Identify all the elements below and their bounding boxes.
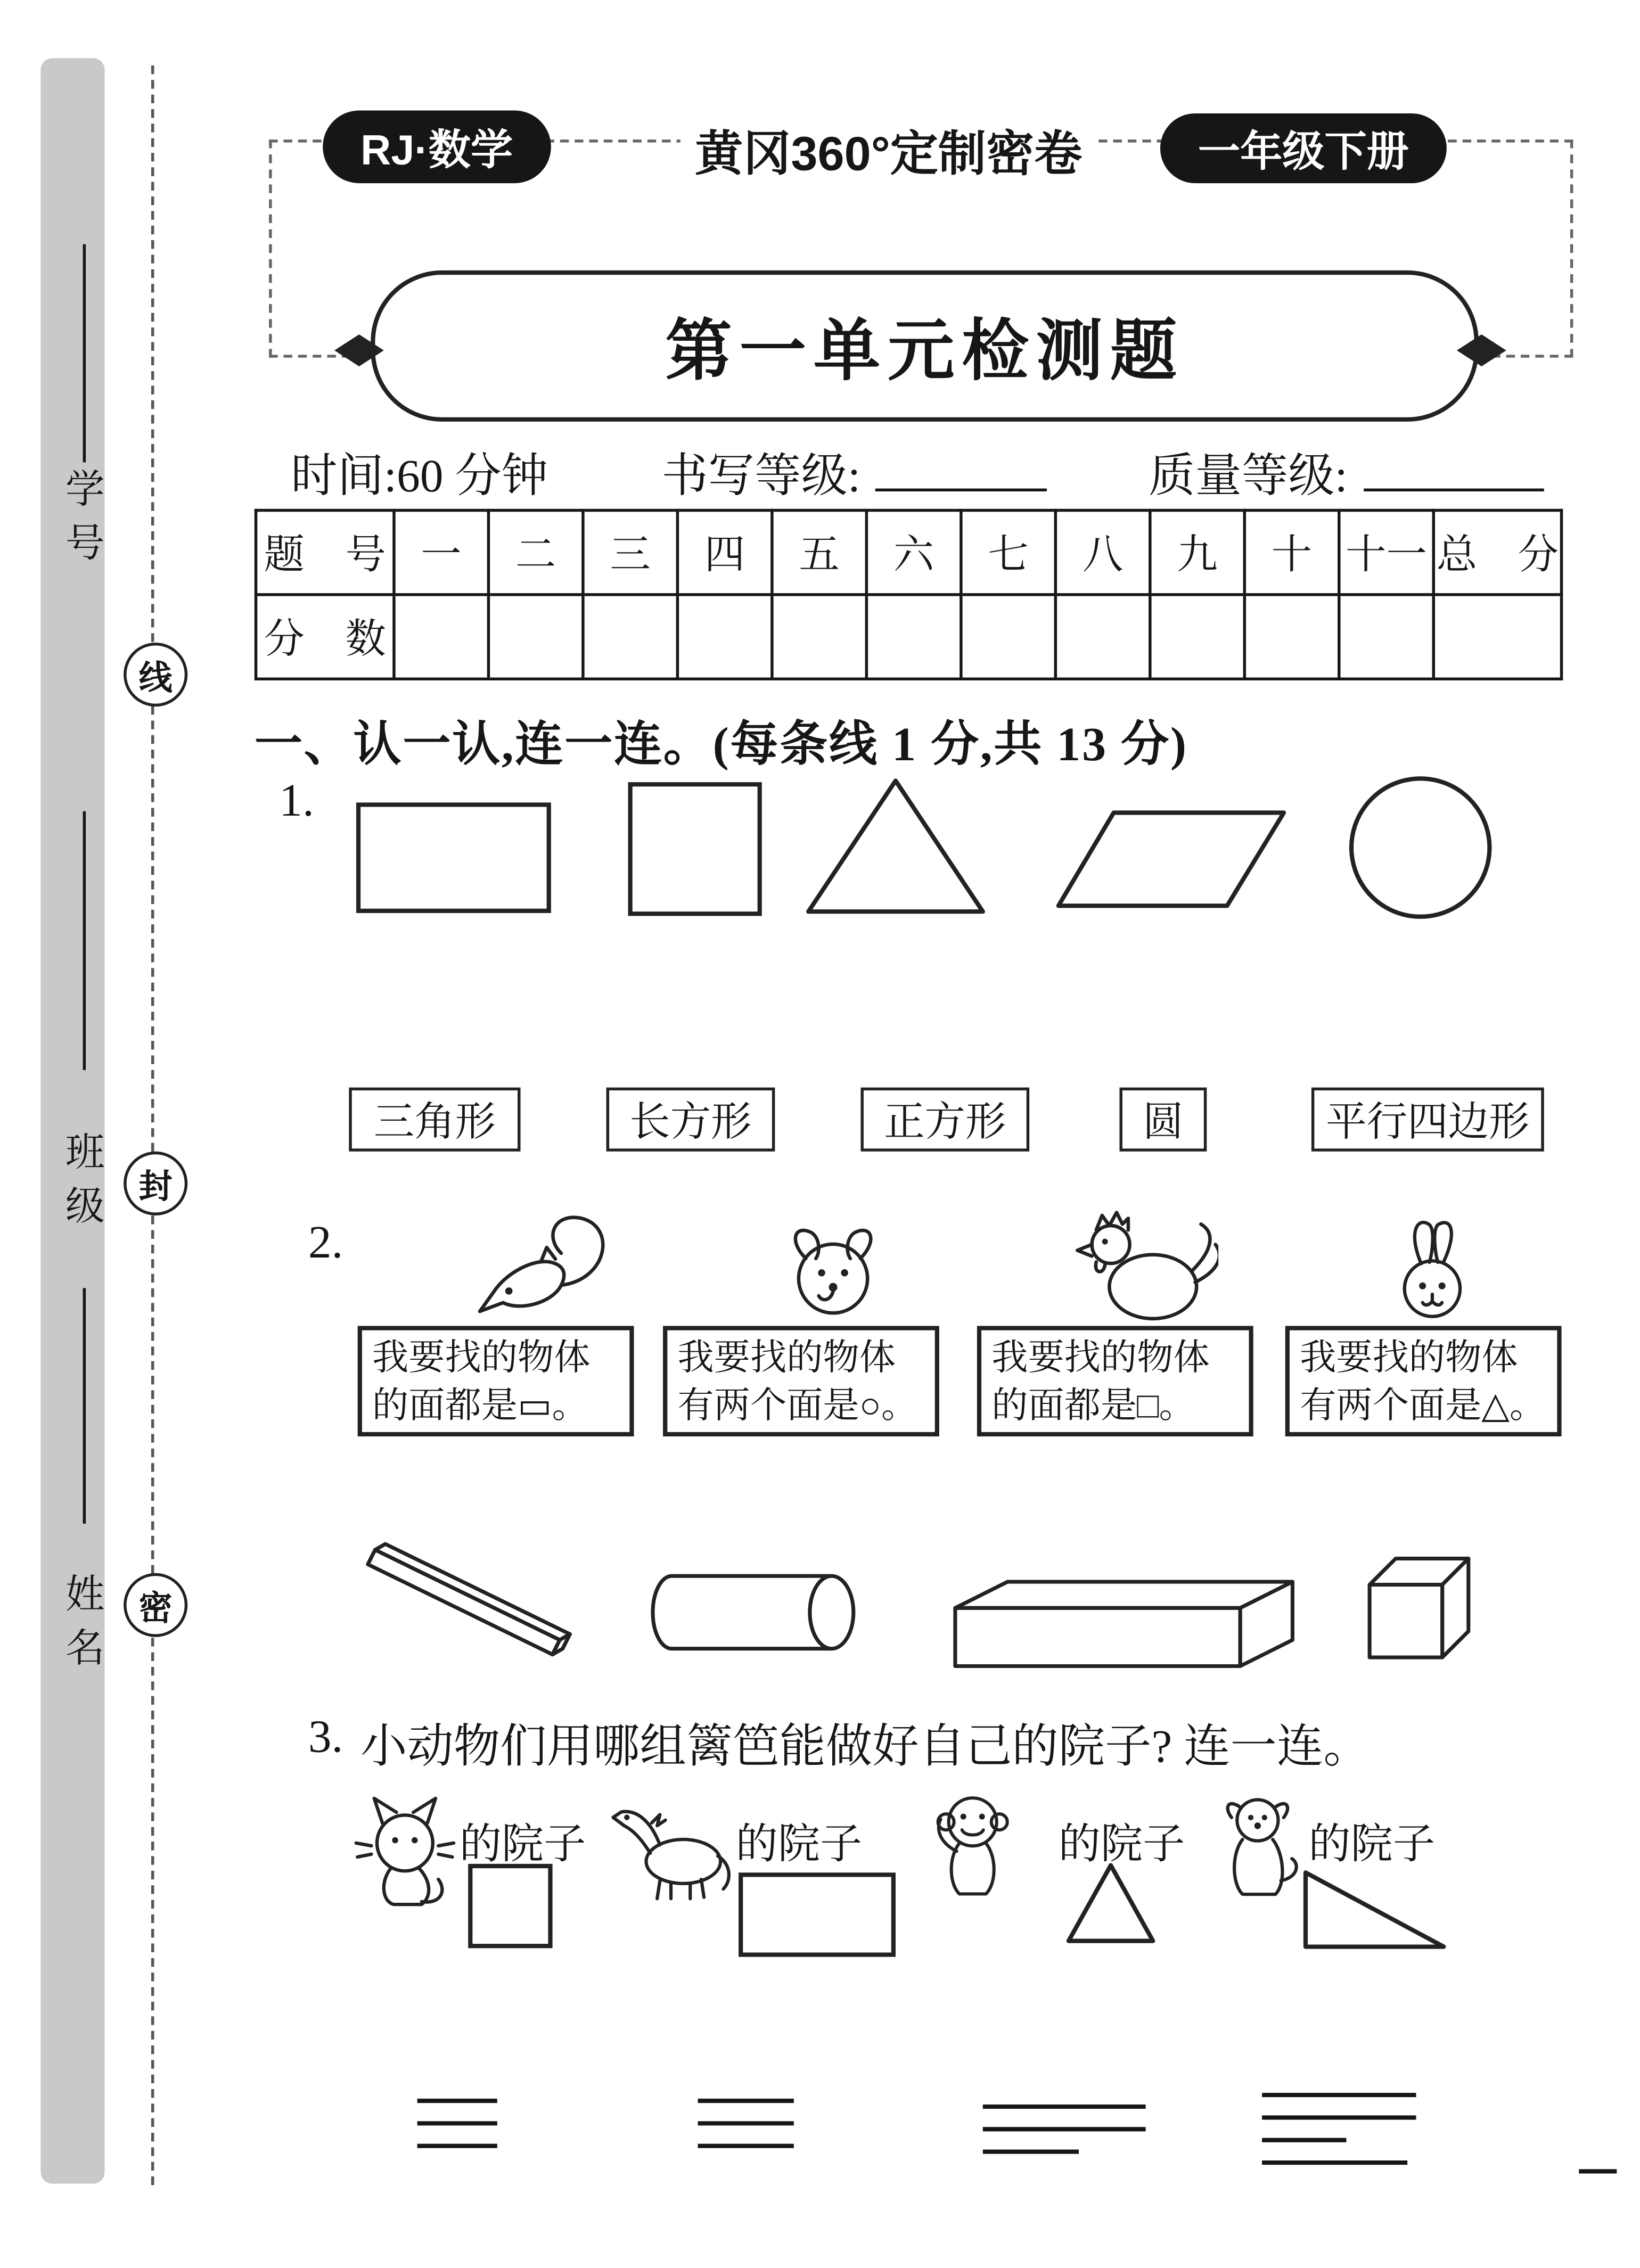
q3-number: 3.	[308, 1710, 343, 1762]
cat-yard-label: 的院子	[459, 1821, 586, 1869]
name-label: 姓名	[59, 1573, 103, 1681]
writing-grade-blank[interactable]	[875, 489, 1047, 491]
writing-grade-label: 书写等级:	[661, 449, 861, 502]
score-row-header: 分 数	[256, 595, 394, 679]
score-value-cell[interactable]	[488, 595, 583, 679]
score-value-cell[interactable]	[866, 595, 961, 679]
score-value-cell[interactable]	[394, 595, 488, 679]
cylinder-shape	[639, 1570, 872, 1654]
square-shape	[628, 782, 762, 916]
monkey-yard-label: 的院子	[1058, 1821, 1185, 1869]
seal-char-secret: 密	[124, 1573, 187, 1637]
right-triangle-shape	[1300, 1870, 1448, 1951]
monkey-icon	[925, 1779, 1021, 1901]
brand-title: 黄冈360°定制密卷	[680, 116, 1097, 184]
score-value-cell[interactable]	[1433, 595, 1561, 679]
fence-group-1	[414, 2097, 589, 2178]
speech-bubble-squirrel	[358, 1326, 634, 1436]
small-square-shape	[468, 1864, 552, 1948]
score-value-cell[interactable]	[677, 595, 772, 679]
score-value-cell[interactable]	[961, 595, 1055, 679]
score-col-header: 一	[394, 511, 488, 595]
label-triangle: 三角形	[349, 1088, 520, 1152]
puppy-icon	[768, 1218, 899, 1326]
cat-icon	[352, 1788, 457, 1910]
section1-heading: 一、认一认,连一连。(每条线 1 分,共 13 分)	[254, 719, 1188, 773]
horse-icon	[605, 1788, 736, 1902]
score-col-header: 四	[677, 511, 772, 595]
score-col-header: 十一	[1339, 511, 1433, 595]
fence-group-4	[1259, 2091, 1434, 2178]
score-col-header: 六	[866, 511, 961, 595]
seal-char-seal: 封	[124, 1152, 187, 1215]
name-fill-line[interactable]	[83, 1288, 86, 1523]
score-value-cell[interactable]	[1150, 595, 1244, 679]
fence-group-2	[695, 2097, 870, 2178]
speech-bubble-rooster	[977, 1326, 1253, 1436]
bubble-line: 的面都是□。	[991, 1387, 1195, 1426]
bubble-line: 我要找的物体	[372, 1339, 591, 1378]
bubble-line: 有两个面是△。	[1300, 1387, 1546, 1426]
page-edge-bar	[40, 58, 104, 2183]
seal-char-line: 线	[124, 643, 187, 706]
label-rectangle: 长方形	[606, 1088, 775, 1152]
dog-icon	[1210, 1788, 1306, 1902]
score-col-header: 五	[772, 511, 866, 595]
fence-group-3	[980, 2102, 1154, 2184]
q1-number: 1.	[279, 773, 314, 826]
cuboid-shape	[952, 1579, 1301, 1672]
score-col-header: 七	[961, 511, 1055, 595]
dog-yard-label: 的院子	[1308, 1821, 1436, 1869]
score-value-cell[interactable]	[1055, 595, 1150, 679]
q3-text: 小动物们用哪组篱笆能做好自己的院子? 连一连。	[360, 1720, 1370, 1772]
class-fill-line[interactable]	[83, 811, 86, 1070]
score-col-header: 二	[488, 511, 583, 595]
rabbit-icon	[1374, 1212, 1499, 1326]
horse-yard-label: 的院子	[735, 1821, 863, 1869]
small-triangle-shape	[1064, 1861, 1158, 1945]
student-no-label: 学号	[59, 468, 103, 576]
score-col-header: 十	[1244, 511, 1339, 595]
score-row-header: 题 号	[256, 511, 394, 595]
subject-badge: RJ·数学	[323, 111, 551, 184]
circle-shape	[1349, 776, 1492, 919]
label-parallelogram: 平行四边形	[1311, 1088, 1544, 1152]
class-label: 班级	[59, 1131, 103, 1239]
page-edge-mark	[1579, 2169, 1617, 2173]
label-circle: 圆	[1119, 1088, 1207, 1152]
time-label: 时间:60 分钟	[291, 449, 548, 502]
bubble-line: 我要找的物体	[677, 1339, 896, 1378]
long-prism-shape	[364, 1535, 582, 1663]
score-value-cell[interactable]	[1244, 595, 1339, 679]
speech-bubble-rabbit	[1285, 1326, 1562, 1436]
binding-dashed-line	[151, 65, 154, 2185]
bubble-line: 的面都是▭。	[372, 1387, 588, 1426]
grade-badge: 一年级下册	[1160, 113, 1447, 183]
cube-shape	[1367, 1556, 1480, 1663]
bubble-line: 有两个面是○。	[677, 1387, 918, 1426]
score-table	[255, 509, 1563, 680]
small-rectangle-shape	[739, 1872, 896, 1957]
label-square: 正方形	[860, 1088, 1029, 1152]
score-col-header: 总 分	[1433, 511, 1561, 595]
score-col-header: 八	[1055, 511, 1150, 595]
bubble-line: 我要找的物体	[1300, 1339, 1518, 1378]
parallelogram-shape	[1055, 808, 1288, 910]
quality-grade-label: 质量等级:	[1149, 449, 1348, 502]
student-no-fill-line[interactable]	[83, 244, 86, 463]
rooster-icon	[1073, 1207, 1218, 1326]
score-col-header: 九	[1150, 511, 1244, 595]
score-value-cell[interactable]	[1339, 595, 1433, 679]
bubble-line: 我要找的物体	[991, 1339, 1210, 1378]
rectangle-shape	[356, 802, 551, 913]
quality-grade-blank[interactable]	[1364, 489, 1544, 491]
score-value-cell[interactable]	[772, 595, 866, 679]
score-col-header: 三	[583, 511, 677, 595]
speech-bubble-puppy	[663, 1326, 939, 1436]
triangle-shape	[802, 776, 989, 916]
paper-title: 第一单元检测题	[371, 270, 1479, 422]
q2-number: 2.	[308, 1215, 343, 1268]
squirrel-icon	[468, 1210, 628, 1326]
score-value-cell[interactable]	[583, 595, 677, 679]
